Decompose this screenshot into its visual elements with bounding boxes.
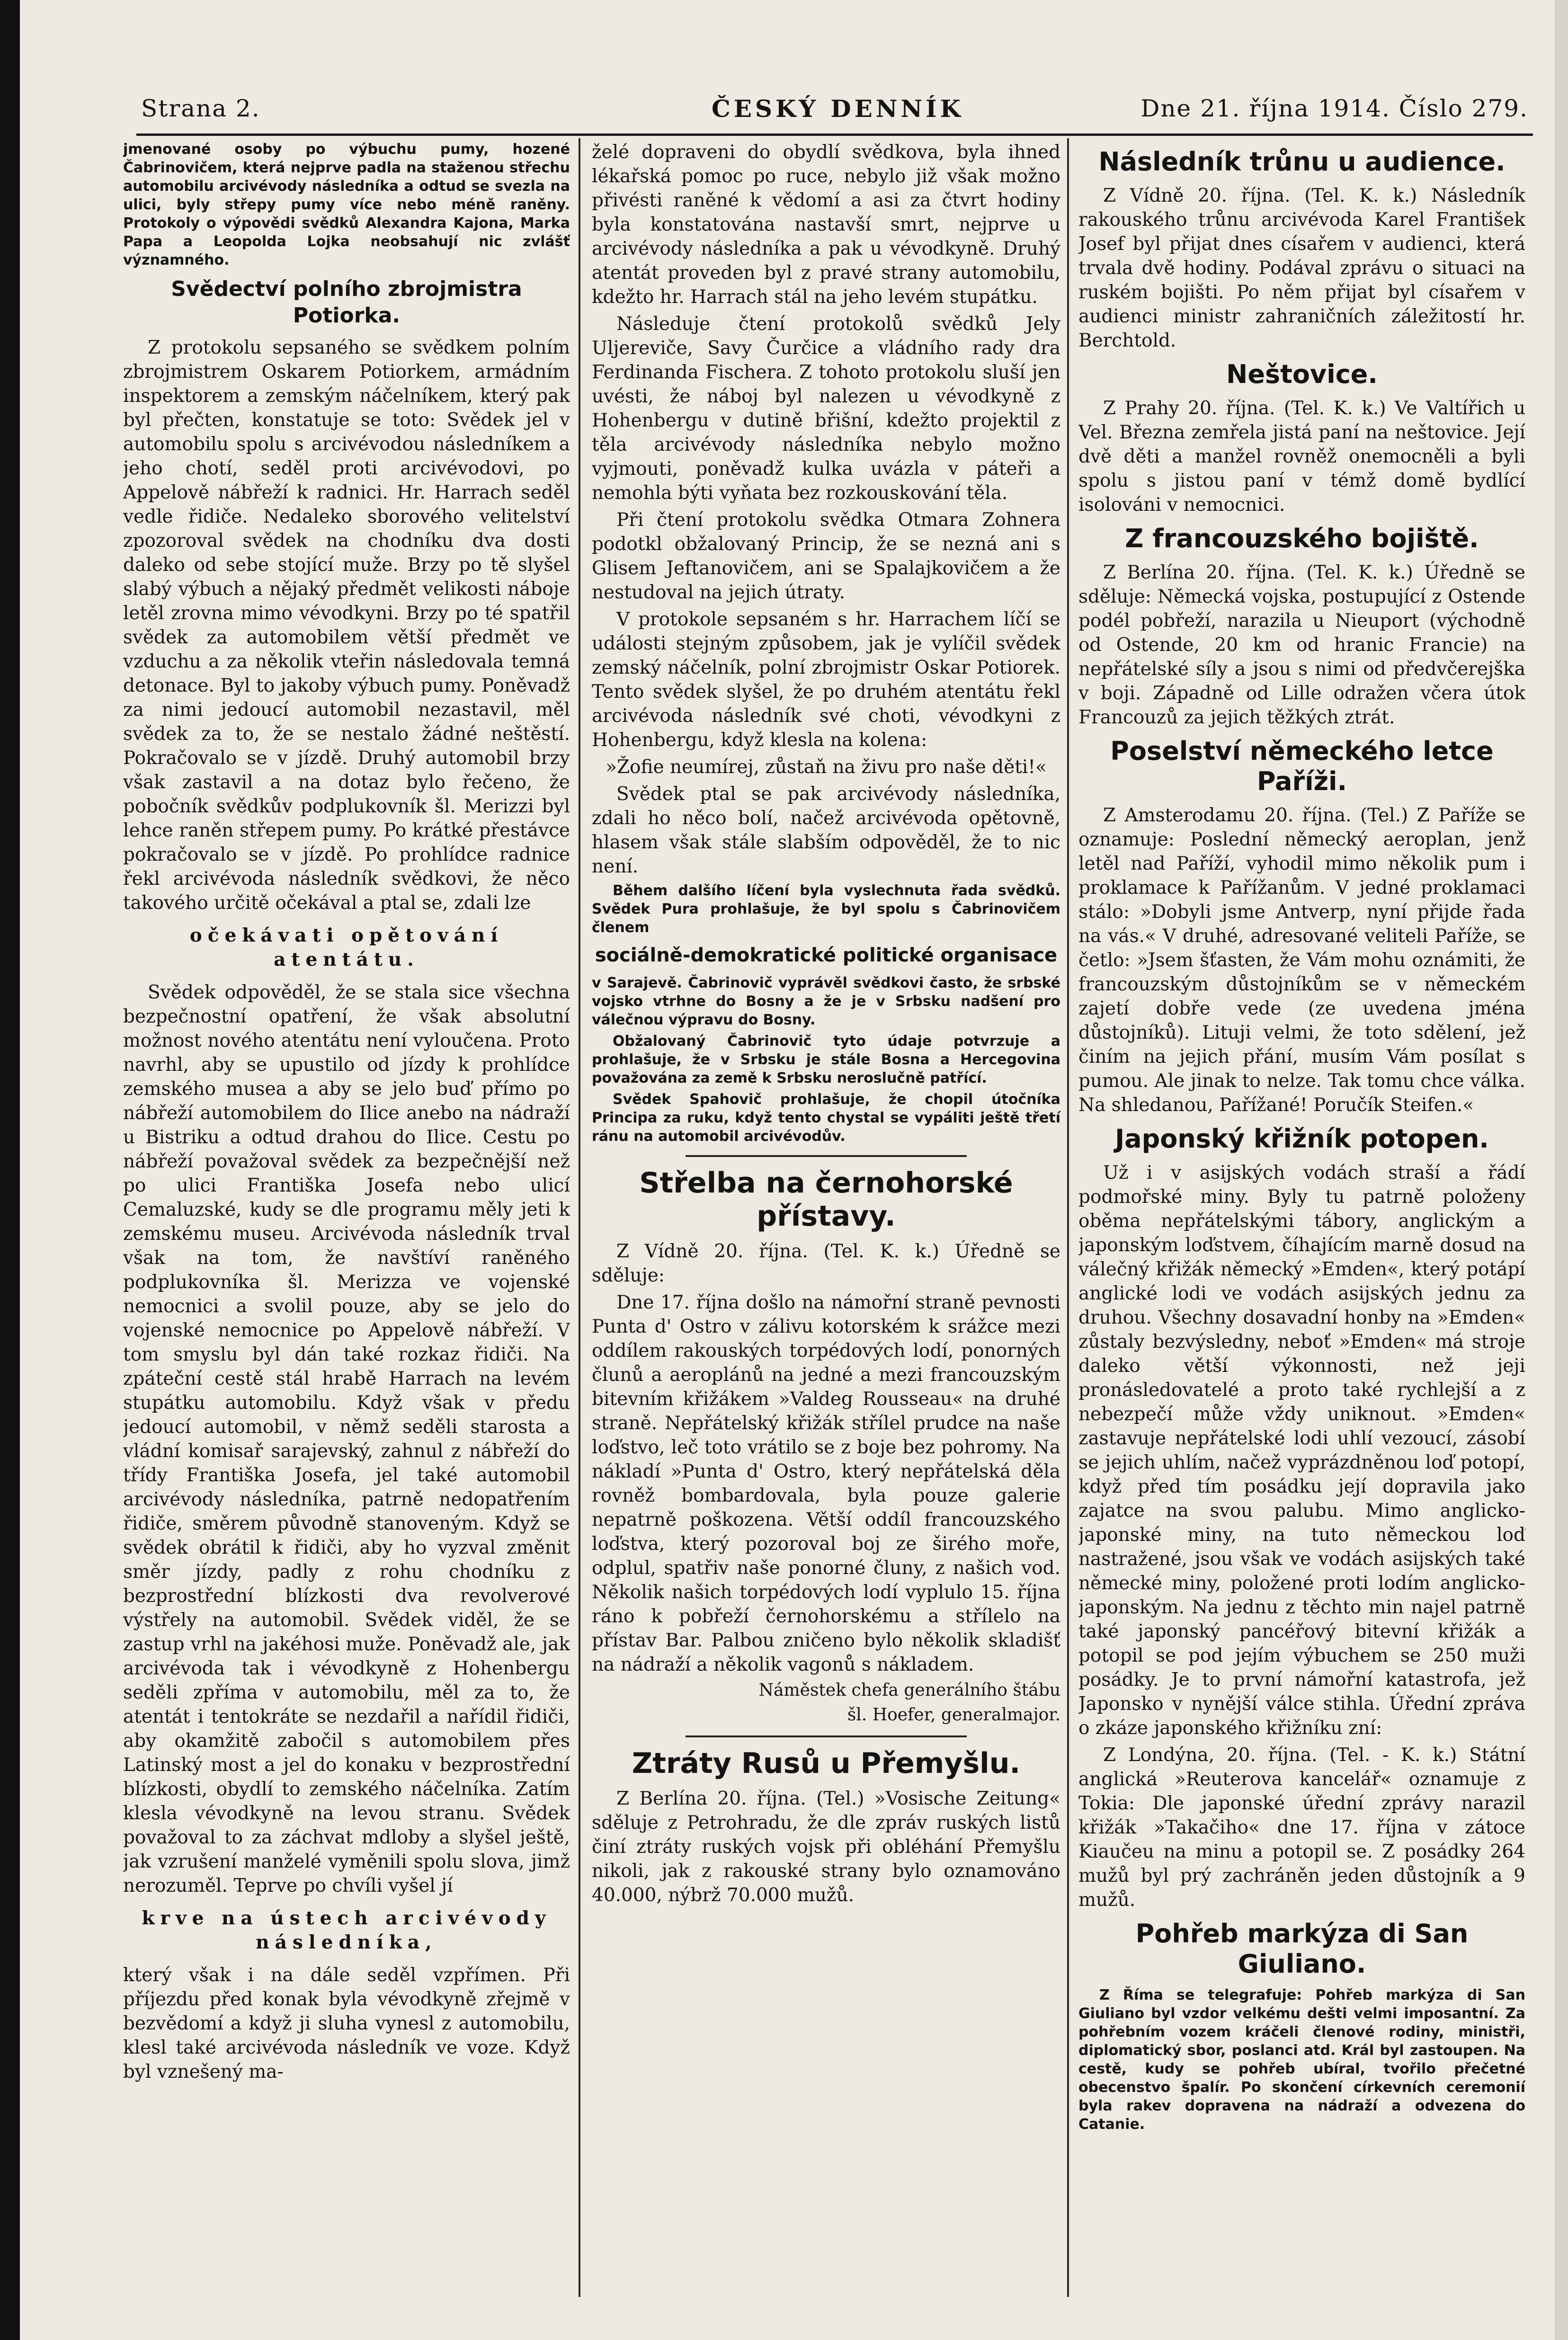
paragraph: Svědek ptal se pak arcivévody následníka, zdali ho něco bolí, načež arcivévoda opětovně, hlasem však stále slabším odpověděl, že to nic není. bbox=[592, 783, 1060, 877]
quote: »Žofie neumírej, zůstaň na živu pro naše děti!« bbox=[606, 756, 1047, 778]
headline-audience: Následník trůnu u audience. bbox=[1098, 147, 1506, 177]
paragraph: Z Berlína 20. října. (Tel. K. k.) Úředně se sděluje: Německá vojska, postupující z Ostende podél pobřeží, narazila u Nieuport (východně od Ostende, 20 km od hranic Francie) na nepřátelské síly a jsou s nimi od předvčerejška v boji. Západně od Lille odražen včera útok Francouzů za jejich těžkých ztrát. bbox=[1078, 562, 1525, 728]
article-intro: jmenované osoby po výbuchu pumy, hozené Čabrinovičem, která nejprve padla na staženou střechu automobilu arcivévody následníka a odtud se svezla na ulici, byly střepy pumy více nebo méně raněny. Protokoly o výpovědi svědků Alexandra Kajona, Marka Papa a Leopolda Lojka neobsahují nic zvlášť významného. bbox=[123, 141, 570, 268]
headline-japanese-cruiser: Japonský křižník potopen. bbox=[1115, 1124, 1489, 1154]
paragraph: Svědek odpověděl, že se stala sice všechna bezpečnostní opatření, že však absolutní možnost nového atentátu není vyloučena. Proto navrhl, aby se upustilo od jízdy k prohlídce zemského musea a aby se jelo buď přímo po nábřeží automobilem do Ilice anebo na nádraží u Bistriku a odtud drahou do Ilice. Cestu po nábřeží považoval svědek za bezpečnější než po ulici Františka Josefa nebo ulicí Cemaluzské, kudy se dle programu měly jeti k zemskému museu. Arcivévoda následník trval však na tom, že navštíví raněného podplukovníka šl. Merizza ve vojenské nemocnici a svolil pouze, aby se jelo do vojenské nemocnice po Appelově nábřeží. V tom smyslu byl dán také rozkaz řidiči. Na zpáteční cestě stál hrabě Harrach na levém stupátku automobilu. Když však v předu jedoucí automobil, v němž seděli starosta a vládní komisař sarajevský, zahnul z nábřeží do třídy Františka Josefa, jel také automobil arcivévody následníka, patrně nedopatřením řidiče, směrem původně stanoveným. Když se svědek obrátil k řidiči, aby ho vyzval změnit směr jízdy, padly z rohu chodníku z bezprostřední blízkosti dva revolverové výstřely na automobil. Svědek viděl, že se zastup vrhl na jakéhosi muže. Poněvadž ale, jak arcivévoda tak i vévodkyně z Hohenbergu seděli zpříma v automobilu, měl za to, že atentát i tentokráte se nezdařil a nařídil řidiči, aby okamžitě zabočil s automobilem přes Latinský most a jel do konaku v bezprostřední blízkosti, obydlí to zemského náčelníka. Zatím klesla vévodkyně na levou stranu. Svědek považoval to za záchvat mdloby a slyšel ještě, jak vzrušení manželé vyměnili spolu slova, jimž nerozuměl. Teprve po chvíli vyšel jí bbox=[123, 982, 570, 1896]
paragraph: V protokole sepsaném s hr. Harrachem líčí se události stejným způsobem, jak je vylíčil svědek zemský náčelník, polní zbrojmistr Oskar Potiorek. Tento svědek slyšel, že po druhém atentátu řekl arcivévoda následník své choti, vévodkyni z Hohenbergu, když klesla na kolena: bbox=[592, 609, 1060, 751]
scan-edge-left bbox=[0, 0, 20, 2340]
masthead-title: ČESKÝ DENNÍK bbox=[712, 95, 964, 123]
small-paragraph: Obžalovaný Čabrinovič tyto údaje potvrzuje a prohlašuje, že v Srbsku je stále Bosna a Hercegovina považována za země k Srbsku neroslučně patřící. bbox=[592, 1033, 1060, 1086]
column-2 bbox=[592, 140, 1060, 2299]
signature-line: Náměstek chefa generálního štábu bbox=[758, 1681, 1060, 1700]
small-paragraph: v Sarajevě. Čabrinovič vyprávěl svědkovi často, že srbské vojsko vtrhne do Bosny a že je v Srbsku nadšení pro válečnou výpravu do Bosny. bbox=[592, 975, 1060, 1028]
section-rule bbox=[686, 1155, 967, 1157]
paragraph: Z Vídně 20. října. (Tel. K. k.) Úředně se sděluje: bbox=[592, 1241, 1060, 1286]
headline-funeral: Pohřeb markýza di San Giuliano. bbox=[1135, 1919, 1469, 1979]
section-rule bbox=[686, 1735, 967, 1737]
headline-french-front: Z francouzského bojiště. bbox=[1125, 524, 1479, 553]
paragraph: Následuje čtení protokolů svědků Jely Uljereviče, Savy Čurčice a vládního rady dra Ferdinanda Fischera. Z tohoto protokolu sluší jen uvésti, že náboj byl nalezen u vévodkyně z Hohenbergu v dutině břišní, kdežto projektil z těla arcivévody následníka nebylo možno vyjmouti, poněvadž kulka uvázla v páteři a nemohla býti vyňata bez rozkouskování těla. bbox=[592, 313, 1060, 504]
paragraph: Z Vídně 20. října. (Tel. K. k.) Následník rakouského trůnu arcivévoda Karel František Josef byl přijat dnes císařem v audienci, která trvala dvě hodiny. Podával zprávu o situaci na ruském bojišti. Po něm přijat byl císařem v audienci ministr zahraničních záležitostí hr. Berchtold. bbox=[1078, 185, 1525, 351]
small-paragraph: Svědek Spahovič prohlašuje, že chopil útočníka Principa za ruku, když tento chystal se vypáliti ještě třetí ránu na automobil arcivévodův. bbox=[592, 1091, 1060, 1145]
headline-potiorek: Svědectví polního zbrojmistra Potiorka. bbox=[171, 277, 522, 328]
header-rule bbox=[136, 133, 1533, 136]
small-paragraph: Během dalšího líčení byla vyslechnuta řada svědků. Svědek Pura prohlašuje, že byl spolu s Čabrinovičem členem bbox=[592, 882, 1060, 936]
signature-line: šl. Hoefer, generalmajor. bbox=[847, 1705, 1060, 1725]
small-paragraph: Z Říma se telegrafuje: Pohřeb markýza di San Giuliano byl vzdor velkému dešti velmi imposantní. Za pohřebním vozem kráčeli členové rodiny, ministři, diplomatický sbor, poslanci atd. Král byl zastoupen. Na cestě, kudy se pohřeb ubíral, tvořilo přečetné obecenstvo špalír. Po skončení církevních ceremonií byla rakev dopravena na nádraží a odvezena do Catanie. bbox=[1078, 1987, 1525, 2133]
headline-smallpox: Neštovice. bbox=[1226, 359, 1378, 389]
paragraph: který však i na dále seděl vzpřímen. Při příjezdu před konak byla vévodkyně zřejmě v bezvědomí a když ji sluha vynesl z automobilu, klesl také arcivévoda následník ve voze. Když byl vznešený ma- bbox=[123, 1965, 570, 2082]
paragraph: Dne 17. října došlo na námořní straně pevnosti Punta d' Ostro v zálivu kotorském k srážce mezi oddílem rakouských torpédových lodí, ponorných člunů a aeroplánů na jedné a mezi francouzským bitevním křižákem »Valdeg Rousseau« na druhé straně. Nepřátelský křižák střílel prudce na naše loďstvo, leč toto vrátilo se z boje bez pohromy. Na nákladí »Punta d' Ostro, který nepřátelská děla rovněž bombardovala, byla pouze galerie nepatrně poškozena. Větší oddíl francouzského loďstva, který pozoroval boj ze širého moře, odplul, spatřiv naše ponorné čluny, z našich vod. Několik našich torpédových lodí vyplulo 15. října ráno k pobřeží černohorskému a střílelo na přístav Bar. Palbou zničeno bylo několik skladišť na nádraží a několik vagonů s nákladem. bbox=[592, 1292, 1060, 1675]
paragraph: Už i v asijských vodách straší a řádí podmořské miny. Byly tu patrně položeny oběma nepřátelskými tábory, anglickým a japonským loďstvem, číhajícím marně dosud na válečný křižák německý »Emden«, který potápí anglické lodi ve vodách asijských jednu za druhou. Všechny dosavadní honby na »Emden« zůstaly bezvýsledny, neboť »Emden« má stroje daleko větší výkonnosti, než jeji pronásledovatelé a proto také rychlejší a z nebezpečí může vždy uniknout. »Emden« zastavuje nepřátelské lodi uhlí vezoucí, zásobí se jejich uhlím, načež vyprázdněnou loď potopí, když před tím posádku její dopravila jako zajatce na svou palubu. Mimo anglicko-japonské miny, na tuto německou loď nastražené, jsou však ve vodách asijských také německé miny, položené proti lodím anglicko-japonským. Na jednu z těchto min najel patrně také japonský pancéřový bitevní křižák a potopil se pod jejím výbuchem se 250 muži posádky. Je to první námořní katastrofa, jež Japonsko v nynější válce stihla. Úřední zpráva o zkáze japonského křižníku zní: bbox=[1078, 1162, 1525, 1739]
headline-przemysl: Ztráty Rusů u Přemyšlu. bbox=[632, 1747, 1021, 1780]
page-header bbox=[141, 95, 1528, 128]
headline-montenegro: Střelba na černohorské přístavy. bbox=[639, 1166, 1013, 1233]
column-1 bbox=[123, 140, 570, 2299]
column-divider-2 bbox=[1067, 138, 1069, 2297]
spaced-subhead: krve na ústech arcivévody následníka, bbox=[142, 1907, 552, 1953]
paragraph: Z Amsterodamu 20. října. (Tel.) Z Paříže se oznamuje: Poslední německý aeroplan, jenž letěl nad Paříží, vyhodil mimo několik pum i proklamace k Pařížanům. V jedné proklamaci stálo: »Dobyli jsme Antverp, nyní přijde řada na vás.« V druhé, adresované veliteli Paříže, se četlo: »Jsem šťasten, že Vám mohu oznámiti, že francouzským důstojníkům se v německém zajetí dobře vede (ze uvedena jména důstojníků). Lituji velmi, že toto sdělení, jež činím na jejich přání, musím Vám posílat s pumou. Ale jinak to nelze. Tak tomu chce válka. Na shledanou, Pařížané! Poručík Steifen.« bbox=[1078, 805, 1525, 1116]
column-3 bbox=[1078, 140, 1525, 2299]
column-divider-1 bbox=[579, 138, 580, 2297]
spaced-subhead: očekávati opětování atentátu. bbox=[189, 925, 504, 970]
paragraph: Z Berlína 20. října. (Tel.) »Vosische Zeitung« sděluje z Petrohradu, že dle zpráv ruských listů činí ztráty ruských vojsk při obléhání Přemyšlu nikoli, jak z rakouské strany bylo oznamováno 40.000, nýbrž 70.000 mužů. bbox=[592, 1788, 1060, 1906]
paragraph: Z Prahy 20. října. (Tel. K. k.) Ve Valtířich u Vel. Března zemřela jistá paní na neštovice. Její dvě děti a manžel rovněž onemocněli a byli spolu s jistou paní v témž domě bydlící isolováni v nemocnici. bbox=[1078, 398, 1525, 516]
page-number: Strana 2. bbox=[141, 95, 260, 122]
paragraph: želé dopraveni do obydlí svědkova, byla ihned lékařská pomoc po ruce, nebylo již však možno přivésti raněné k vědomí a asi za čtvrt hodiny byla konstatována nastavší smrt, nejprve u arcivévody následníka a pak u vévodkyně. Druhý atentát proveden byl z pravé strany automobilu, kdežto hr. Harrach stál na jeho levém stupátku. bbox=[592, 142, 1060, 308]
issue-date: Dne 21. října 1914. Číslo 279. bbox=[1140, 95, 1528, 122]
paragraph: Z Londýna, 20. října. (Tel. - K. k.) Státní anglická »Reuterova kancelář« oznamuje z Tokia: Dle japonské úřední zprávy narazil křižák »Takačiho« dne 17. října v zátoce Kiaučeu na minu a potopil se. Z posádky 264 mužů byl prý zachráněn jeden důstojník a 9 mužů. bbox=[1078, 1744, 1525, 1911]
scan-edge-right bbox=[1555, 0, 1568, 2340]
paragraph: Při čtení protokolu svědka Otmara Zohnera podotkl obžalovaný Princip, že se nezná ani s Glisem Jeftanovičem, ani se Spalajkovičem a že nestudoval na jejich útraty. bbox=[592, 509, 1060, 603]
subheading-organisation: sociálně-demokratické politické organisace bbox=[595, 944, 1058, 966]
paragraph: Z protokolu sepsaného se svědkem polním zbrojmistrem Oskarem Potiorkem, armádním inspektorem a zemským náčelníkem, který pak byl přečten, konstatuje se toto: Svědek jel v automobilu spolu s arcivévodou následníkem a jeho chotí, seděl proti arcivévodovi, po Appelově nábřeží k radnici. Hr. Harrach seděl vedle řidiče. Nedaleko sborového velitelství zpozoroval svědek na chodníku dva dosti daleko od sebe stojící muže. Brzy po tě slyšel slabý výbuch a nějaký předmět velikosti náboje letěl zrovna mimo vévodkyni. Brzy po té spatřil svědek za automobilem větší předmět ve vzduchu a za několik vteřin následovala temná detonace. Byl to jakoby výbuch pumy. Poněvadž za nimi jedoucí automobil nezastavil, měl svědek za to, že se nestalo žádné neštěstí. Pokračovalo se v jízdě. Druhý automobil brzy však zastavil a na dotaz bylo řečeno, že pobočník svědkův podplukovník šl. Merizzi byl lehce raněn střepem pumy. Po krátké přestávce pokračovalo se v jízdě. Po prohlídce radnice řekl arcivévoda následník svědkovi, že něco takového určitě očekával a ptal se, zdali lze bbox=[123, 337, 570, 914]
headline-aviator: Poselství německého letce Paříži. bbox=[1110, 736, 1494, 796]
